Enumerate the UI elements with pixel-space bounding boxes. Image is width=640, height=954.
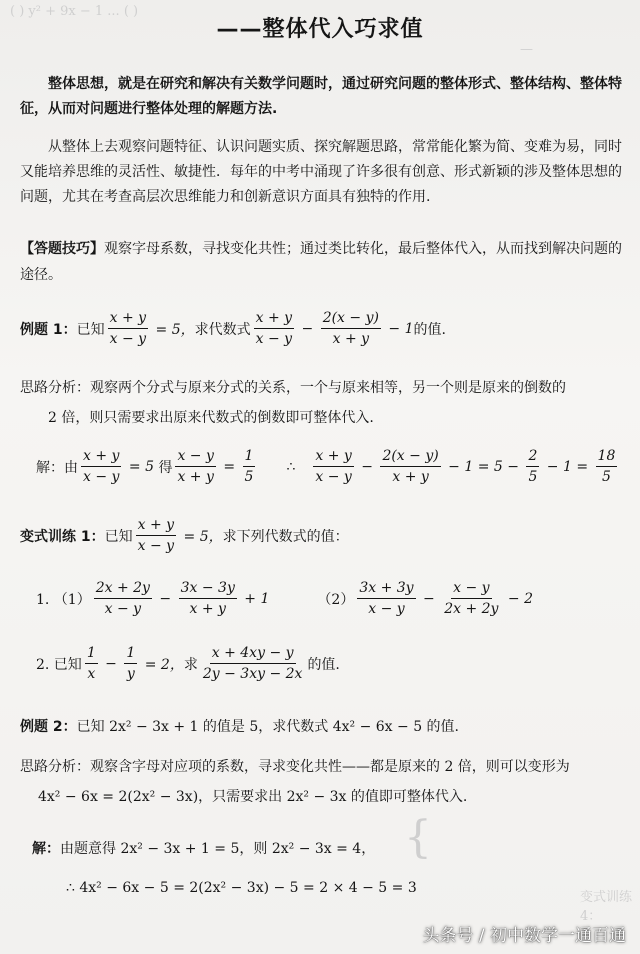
fraction: $\frac{2}{5}$ bbox=[528, 448, 538, 485]
fraction: $\frac{18}{5}$ bbox=[597, 448, 616, 485]
bleed-through-text: 变式训练4： bbox=[580, 890, 633, 924]
fraction: $\frac{1}{5}$ bbox=[244, 448, 254, 485]
fraction: $\frac{x + y}{x - y}$ bbox=[109, 310, 147, 347]
bleed-through-brace: { bbox=[404, 812, 432, 863]
analysis1: 思路分析：观察两个分式与原来分式的关系，一个与原来相等，另一个则是原来的倒数的 2 倍，则只需要求出原来代数式的倒数即可整体代入. bbox=[20, 380, 566, 426]
fraction: $\frac{2(x - y)}{x + y}$ bbox=[382, 448, 439, 485]
intro-bold: 整体思想，就是在研究和解决有关数学问题时，通过研究问题的整体形式、整体结构、整体特征，从而对问题进行整体处理的解题方法. bbox=[20, 76, 622, 117]
fraction: $\frac{x + y}{x - y}$ bbox=[137, 517, 175, 554]
fraction: $\frac{1}{y}$ bbox=[126, 645, 136, 682]
variant1-row: 变式训练 1： 已知 $\frac{x + y}{x - y}$ = 5， 求下列代数式的值： bbox=[20, 517, 349, 554]
fraction: $\frac{1}{x}$ bbox=[86, 645, 96, 682]
analysis2: 思路分析：观察含字母对应项的系数，寻求变化共性——都是原来的 2 倍，则可以变形为 4x² − 6x = 2(2x² − 3x)，只需要求出 2x² − 3x 的值即可整体代入. bbox=[20, 759, 570, 805]
variant1-item1: 1. （1） $\frac{2x + 2y}{x - y}$ − $\frac{3x - 3y}{x + y}$ + 1 （2） $\frac{3x + 3y}{x - y}$ − $\frac{x - y}{2x + 2y}$ − 2 bbox=[36, 580, 534, 617]
example2-row: 例题 2： 已知 2x² − 3x + 1 的值是 5，求代数式 4x² − 6x − 5 的值. bbox=[20, 719, 460, 735]
watermark: 头条号 / 初中数学一通百通 bbox=[422, 926, 626, 946]
solution2-line1: 解： 由题意得 2x² − 3x + 1 = 5，则 2x² − 3x = 4， bbox=[32, 841, 376, 857]
fraction: $\frac{x + y}{x - y}$ bbox=[255, 310, 293, 347]
fraction: $\frac{3x - 3y}{x + y}$ bbox=[180, 580, 235, 617]
bleed-through-formula: ( ) y² + 9x − 1 ... ( ) bbox=[10, 4, 139, 19]
fraction: $\frac{x - y}{2x + 2y}$ bbox=[444, 580, 499, 617]
fraction: $\frac{x - y}{x + y}$ bbox=[177, 448, 214, 485]
variant1-item2: 2. 已知 $\frac{1}{x}$ − $\frac{1}{y}$ = 2， 求 $\frac{x + 4xy - y}{2y - 3xy - 2x}$ 的值. bbox=[36, 645, 340, 682]
solution1-row: 解：由 $\frac{x + y}{x - y}$ = 5 得 $\frac{x - y}{x + y}$ = $\frac{1}{5}$ ∴ $\frac{x + y}{x - y}$ − $\frac{2(x - y)}{x + y}$ − 1 = 5 − $\frac{2}{5}$ − 1 = $\frac{18}{5}$ bbox=[36, 448, 616, 485]
fraction: $\frac{3x + 3y}{x - y}$ bbox=[359, 580, 414, 617]
fraction: $\frac{x + y}{x - y}$ bbox=[83, 448, 120, 485]
tips-label: 【答题技巧】 bbox=[20, 241, 104, 257]
example1-given: 已知 bbox=[76, 321, 105, 338]
tips-paragraph bbox=[20, 236, 630, 288]
page-title: ——整体代入巧求值 bbox=[216, 17, 424, 42]
example1-row: 例题 1： 已知 $\frac{x + y}{x - y}$ = 5， 求代数式 $\frac{x + y}{x - y}$ − $\frac{2(x - y)}{x + y}$ − 1 的值. bbox=[20, 310, 446, 347]
fraction: $\frac{x + 4xy - y}{2y - 3xy - 2x}$ bbox=[202, 645, 303, 682]
bleed-through-mark: — bbox=[520, 42, 533, 57]
fraction: $\frac{2(x - y)}{x + y}$ bbox=[322, 310, 379, 347]
solution2-line2: ∴ 4x² − 6x − 5 = 2(2x² − 3x) − 5 = 2 × 4 − 5 = 3 bbox=[66, 880, 417, 896]
fraction: $\frac{x + y}{x - y}$ bbox=[315, 448, 352, 485]
fraction: $\frac{2x + 2y}{x - y}$ bbox=[95, 580, 150, 617]
example1-label: 例题 1： bbox=[20, 321, 77, 338]
intro-text: 从整体上去观察问题特征、认识问题实质、探究解题思路，常常能化繁为简、变难为易，同时又能培养思维的灵活性、敏捷性．每年的中考中涌现了许多很有创意、形式新颖的涉及整体思想的问题，尤其在考查高层次思维能力和创新意识方面具有独特的作用. bbox=[20, 139, 622, 205]
tips-text: 观察字母系数，寻找变化共性；通过类比转化，最后整体代入，从而找到解决问题的途径。 bbox=[20, 241, 622, 283]
